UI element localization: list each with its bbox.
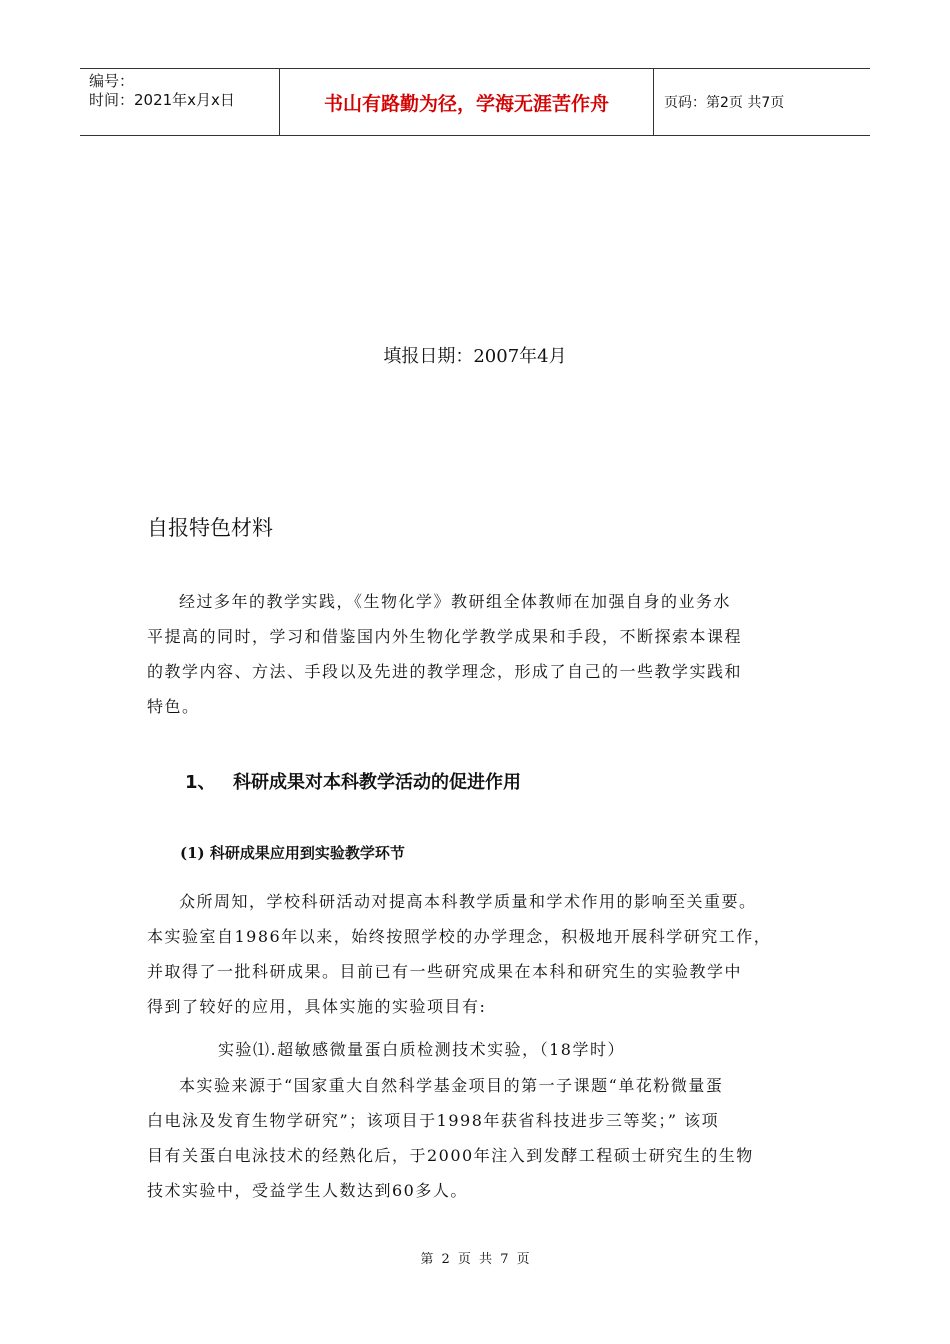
intro-line: 平提高的同时，学习和借鉴国内外生物化学教学成果和手段，不断探索本课程 — [147, 627, 743, 646]
body-line: 本实验室自1986年以来，始终按照学校的办学理念，积极地开展科学研究工作， — [147, 927, 772, 946]
body-line: 并取得了一批科研成果。目前已有一些研究成果在本科和研究生的实验教学中 — [147, 962, 743, 981]
header-meta — [80, 69, 280, 135]
heading-1-number: 1、 — [185, 772, 216, 793]
body-line: 技术实验中，受益学生人数达到60多人。 — [147, 1181, 468, 1200]
page-footer: 第 2 页 共 7 页 — [420, 1252, 530, 1267]
body-line: 众所周知，学校科研活动对提高本科教学质量和学术作用的影响至关重要。 — [179, 892, 757, 911]
section-title: 自报特色材料 — [147, 516, 273, 540]
fill-date: 填报日期：2007年4月 — [383, 346, 567, 367]
body-paragraph-2 — [147, 884, 819, 1024]
body-line: 得到了较好的应用，具体实施的实验项目有: — [147, 997, 487, 1016]
intro-paragraph — [147, 584, 819, 724]
intro-line: 经过多年的教学实践，《生物化学》教研组全体教师在加强自身的业务水 — [179, 592, 732, 611]
header-motto: 书山有路勤为径，学海无涯苦作舟 — [280, 69, 654, 135]
header-page-code: 页码：第2页 共7页 — [664, 95, 785, 111]
experiment-title: 实验⑴.超敏感微量蛋白质检测技术实验，（18学时） — [218, 1040, 625, 1059]
page-header — [80, 68, 870, 136]
number-label: 编号： — [89, 72, 135, 90]
intro-line: 特色。 — [147, 697, 200, 716]
body-line: 目有关蛋白电泳技术的经熟化后，于2000年注入到发酵工程硕士研究生的生物 — [147, 1146, 754, 1165]
body-line: 本实验来源于“国家重大自然科学基金项目的第一子课题“单花粉微量蛋 — [179, 1076, 724, 1095]
heading-2: (1) 科研成果应用到实验教学环节 — [180, 844, 405, 862]
time-label: 时间：2021年x月x日 — [89, 91, 235, 109]
heading-1-text: 科研成果对本科教学活动的促进作用 — [233, 772, 521, 793]
body-paragraph-3 — [147, 1068, 819, 1208]
body-line: 白电泳及发育生物学研究”；该项目于1998年获省科技进步三等奖；” 该项 — [147, 1111, 720, 1130]
heading-1 — [185, 768, 521, 794]
intro-line: 的教学内容、方法、手段以及先进的教学理念，形成了自己的一些教学实践和 — [147, 662, 743, 681]
